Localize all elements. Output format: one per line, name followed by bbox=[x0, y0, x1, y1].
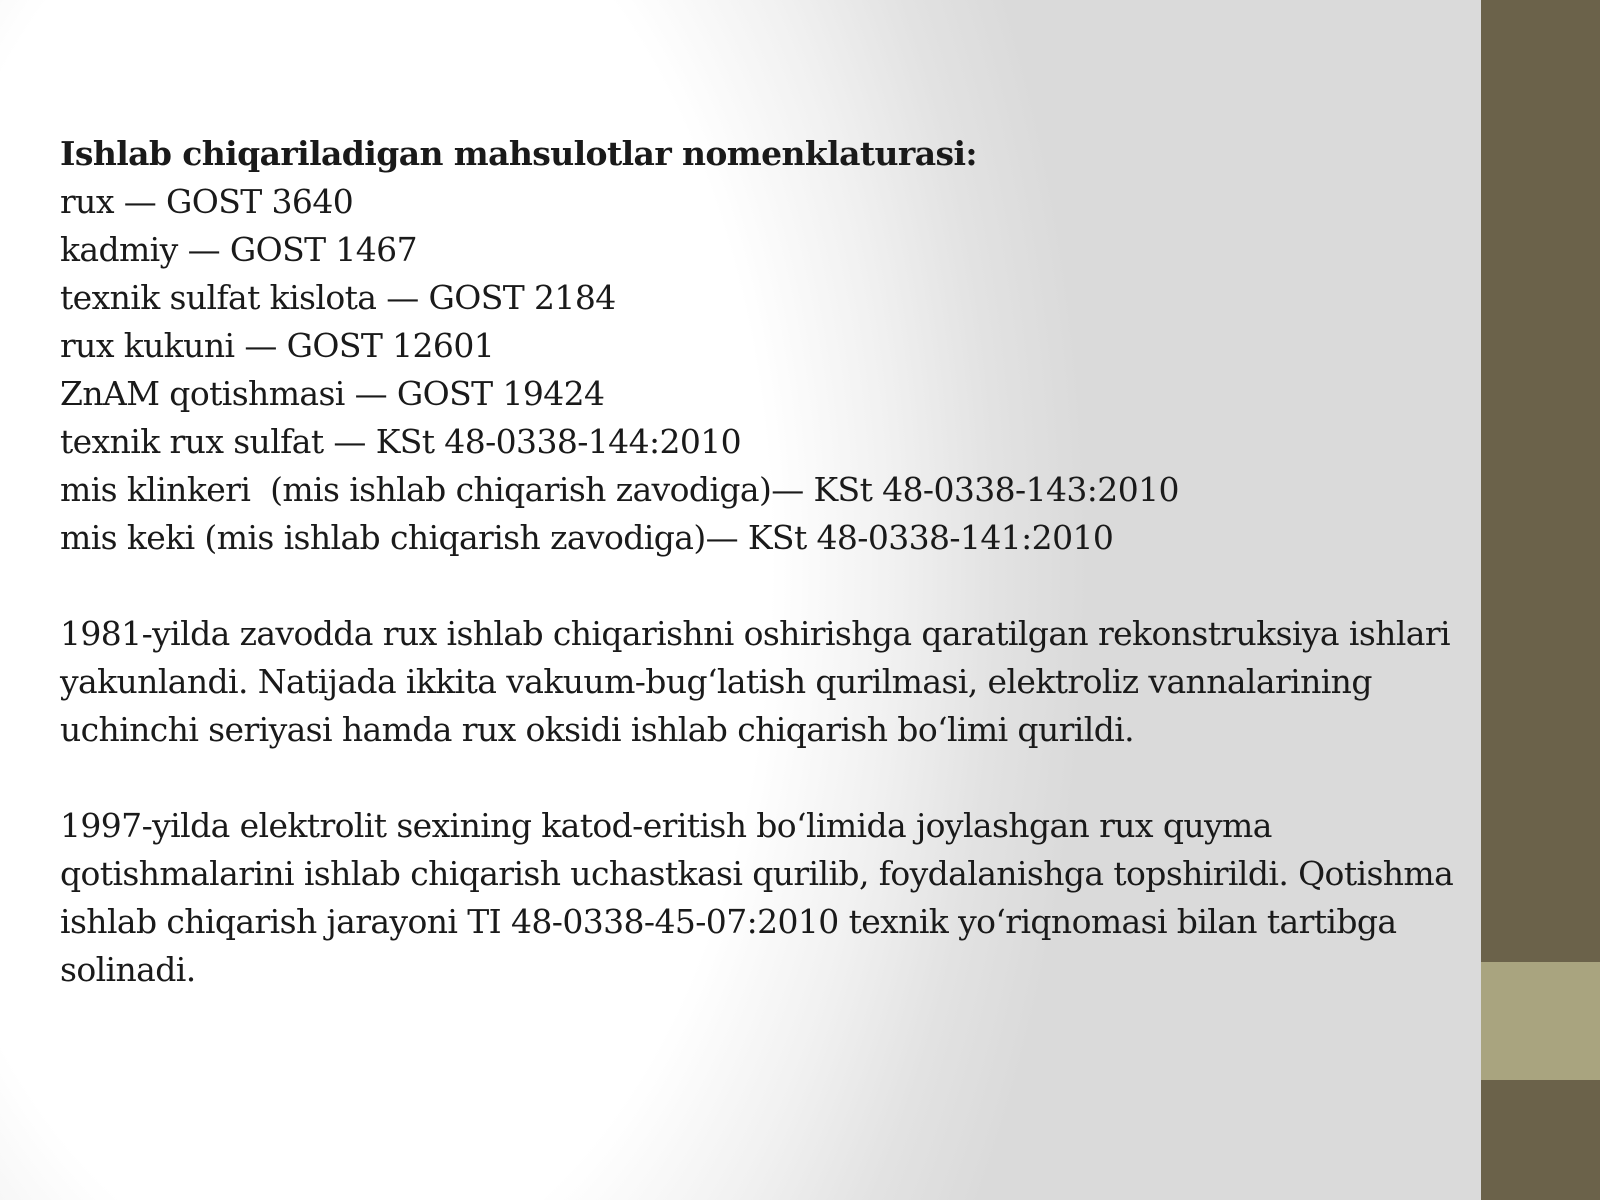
side-bar-top bbox=[1481, 0, 1600, 962]
paragraph-1981: 1981-yilda zavodda rux ishlab chiqarishni oshirishga qaratilgan rekonstruksiya ishlari yakunlandi. Natijada ikkita vakuum-bug‘latish qurilmasi, elektroliz vannalarining uchinchi seriyasi hamda rux oksidi ishlab chiqarish bo‘limi qurildi. bbox=[60, 614, 1450, 749]
product-list bbox=[60, 178, 1460, 562]
list-item: rux — GOST 3640 bbox=[60, 182, 354, 221]
list-item: texnik rux sulfat — KSt 48-0338-144:2010 bbox=[60, 422, 742, 461]
list-item: rux kukuni — GOST 12601 bbox=[60, 326, 495, 365]
list-item: ZnAM qotishmasi — GOST 19424 bbox=[60, 374, 605, 413]
list-item: texnik sulfat kislota — GOST 2184 bbox=[60, 278, 616, 317]
list-item: mis klinkeri (mis ishlab chiqarish zavodiga)— KSt 48-0338-143:2010 bbox=[60, 470, 1179, 509]
slide-content bbox=[60, 130, 1460, 994]
list-item: mis keki (mis ishlab chiqarish zavodiga)— KSt 48-0338-141:2010 bbox=[60, 518, 1114, 557]
paragraph-1997: 1997-yilda elektrolit sexining katod-eritish bo‘limida joylashgan rux quyma qotishmalarini ishlab chiqarish uchastkasi qurilib, foydalanishga topshirildi. Qotishma ishlab chiqarish jarayoni TI 48-0338-45-07:2010 texnik yo‘riqnomasi bilan tartibga solinadi. bbox=[60, 806, 1454, 989]
list-item: kadmiy — GOST 1467 bbox=[60, 230, 417, 269]
side-bar-accent bbox=[1481, 962, 1600, 1080]
nomenclature-heading: Ishlab chiqariladigan mahsulotlar nomenklaturasi: bbox=[60, 134, 977, 173]
side-bar-bottom bbox=[1481, 1080, 1600, 1200]
